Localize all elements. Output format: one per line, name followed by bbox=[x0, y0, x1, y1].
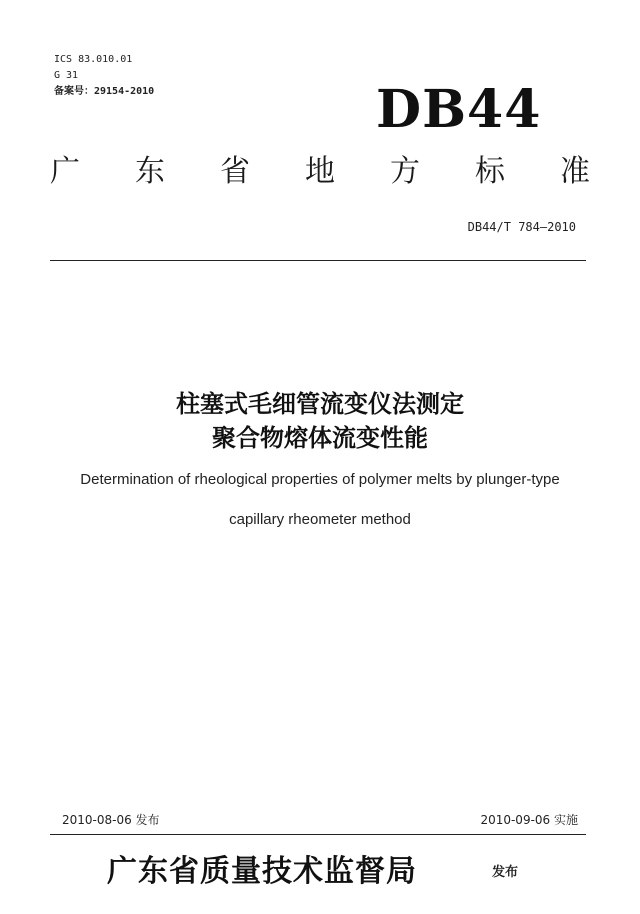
title-cn-line2: 聚合物熔体流变性能 bbox=[212, 424, 428, 452]
issue-date: 2010-08-06 发布 bbox=[62, 813, 160, 827]
record-number: 备案号：29154-2010 bbox=[54, 86, 155, 97]
ics-code: ICS 83.010.01 bbox=[54, 54, 133, 65]
org-char-4: 地 bbox=[305, 154, 335, 189]
title-cn-line1: 柱塞式毛细管流变仪法测定 bbox=[176, 390, 464, 418]
org-char-5: 方 bbox=[390, 154, 420, 189]
bottom-divider bbox=[50, 834, 586, 835]
implementation-date: 2010-09-06 实施 bbox=[480, 813, 578, 827]
db44-logo: DB44 bbox=[376, 79, 542, 140]
standard-number: DB44/T 784—2010 bbox=[467, 220, 576, 234]
standard-category-header bbox=[50, 152, 590, 192]
issuer-suffix: 发布 bbox=[492, 865, 519, 880]
title-en-line1: Determination of rheological properties of polymer melts by plunger-type bbox=[80, 471, 560, 488]
org-char-6: 标 bbox=[475, 154, 505, 189]
issuing-authority: 广东省质量技术监督局 bbox=[107, 854, 417, 889]
org-char-7: 准 bbox=[560, 154, 590, 189]
org-char-3: 省 bbox=[220, 154, 250, 189]
org-char-1: 广 bbox=[50, 154, 80, 189]
top-divider bbox=[50, 260, 586, 261]
ccs-code: G 31 bbox=[54, 70, 79, 81]
org-char-2: 东 bbox=[135, 154, 165, 189]
title-en-line2: capillary rheometer method bbox=[229, 511, 411, 528]
